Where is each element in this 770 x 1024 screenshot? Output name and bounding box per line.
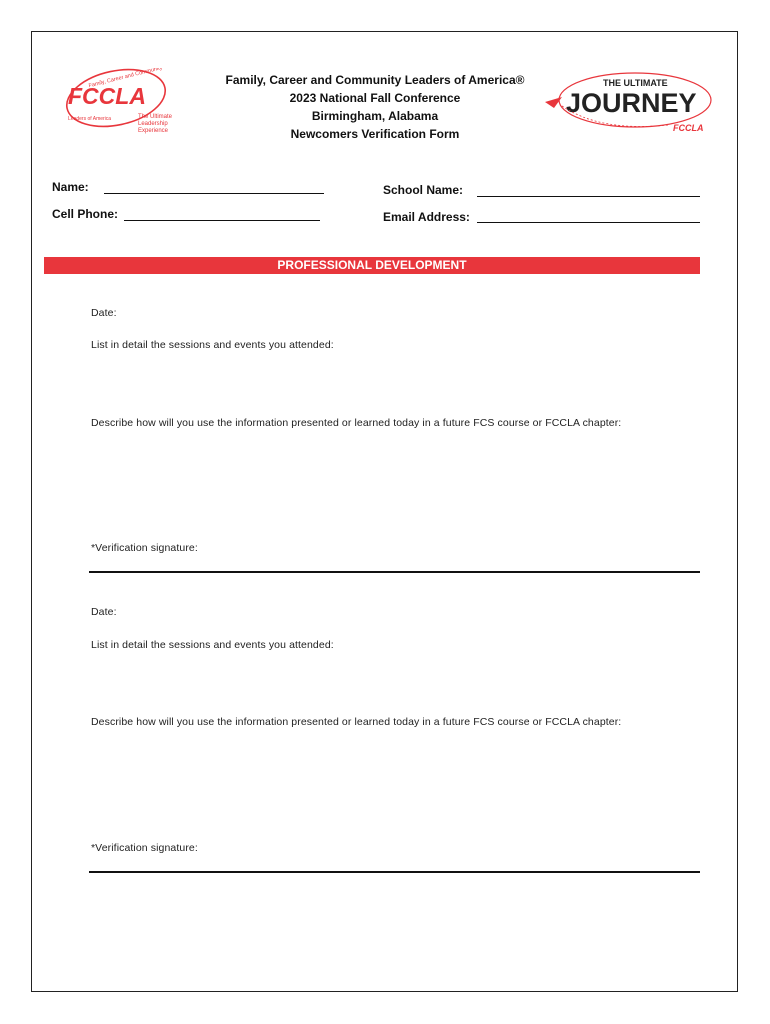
sessions-prompt: List in detail the sessions and events you attended: [91, 339, 334, 351]
form-header [180, 71, 570, 143]
email-address-label: Email Address: [383, 210, 470, 224]
sessions-prompt: List in detail the sessions and events you attended: [91, 639, 334, 651]
school-name-label: School Name: [383, 183, 464, 197]
verification-signature-label: *Verification signature: [91, 842, 198, 854]
logo-main-text: JOURNEY [566, 88, 697, 118]
signature-line[interactable] [89, 871, 700, 873]
logo-wordmark: FCCLA [68, 83, 146, 109]
date-label: Date: [91, 307, 117, 319]
journey-logo [540, 70, 715, 140]
logo-top-text: THE ULTIMATE [603, 78, 668, 88]
logo-tagline-2: Leadership [138, 121, 168, 127]
describe-prompt: Describe how will you use the information presented or learned today in a future FCS course or FCCLA chapter: [91, 417, 622, 429]
header-location: Birmingham, Alabama [311, 109, 439, 123]
header-organization: Family, Career and Community Leaders of America® [225, 73, 525, 87]
fccla-logo-icon [60, 68, 182, 144]
header-form-title: Newcomers Verification Form [290, 127, 460, 141]
email-address-field[interactable] [477, 222, 700, 223]
date-label: Date: [91, 606, 117, 618]
name-label: Name: [52, 180, 89, 194]
section-banner: PROFESSIONAL DEVELOPMENT [44, 257, 700, 274]
logo-arc-text: Family, Career and Community [88, 68, 164, 90]
name-field[interactable] [104, 193, 324, 194]
school-name-field[interactable] [477, 196, 700, 197]
cell-phone-field[interactable] [124, 220, 320, 221]
verification-signature-label: *Verification signature: [91, 542, 198, 554]
fccla-logo [60, 68, 182, 144]
describe-prompt: Describe how will you use the information presented or learned today in a future FCS course or FCCLA chapter: [91, 716, 622, 728]
logo-sub-text: FCCLA [673, 123, 704, 133]
logo-tagline-1: The Ultimate [138, 114, 173, 120]
logo-tagline-3: Experience [138, 128, 169, 134]
journey-logo-icon [540, 70, 715, 140]
header-conference: 2023 National Fall Conference [289, 91, 461, 105]
logo-arc-sub: Leaders of America [68, 116, 112, 122]
signature-line[interactable] [89, 571, 700, 573]
cell-phone-label: Cell Phone: [52, 207, 119, 221]
